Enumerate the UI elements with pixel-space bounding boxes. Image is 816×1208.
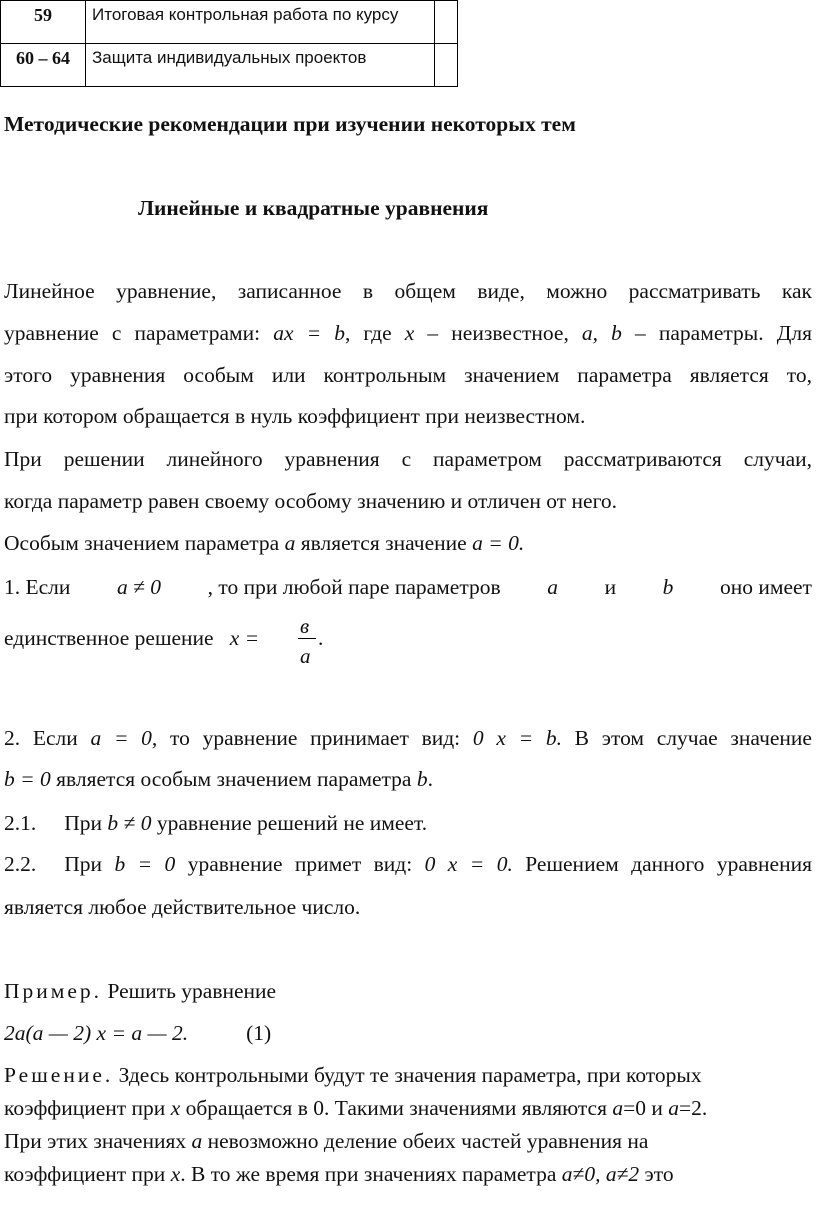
table-row — [1, 44, 458, 87]
lesson-number: 60 – 64 — [1, 44, 86, 87]
equation-number: (1) — [246, 1021, 272, 1045]
lesson-topic: Итоговая контрольная работа по курсу — [86, 1, 435, 44]
example-equation: 2a(a — 2) x = a — 2. (1) — [4, 1021, 272, 1045]
case-2-2-line: является любое действительное число. — [4, 895, 361, 919]
lesson-mark — [435, 1, 458, 44]
case-1-solution: единственное решение x = — [4, 626, 260, 650]
case-2-2-line: 2.2. При b = 0 уравнение примет вид: 0 x = 0. Решением данного уравнения — [4, 852, 812, 876]
fraction-bar — [298, 638, 316, 639]
condition: a ≠ 0 — [117, 575, 162, 599]
case-2-line: 2. Если a = 0, то уравнение принимает вид: 0 x = b. В этом случае значение — [4, 726, 812, 750]
lesson-number: 59 — [1, 1, 86, 44]
lesson-mark — [435, 44, 458, 87]
paragraph-line: при котором обращается в нуль коэффициент при неизвестном. — [4, 404, 586, 428]
solution-line: коэффициент при x. В то же время при значениях параметра a≠0, a≠2 это — [4, 1162, 674, 1186]
paragraph-line: этого уравнения особым или контрольным значением параметра является то, — [4, 363, 812, 387]
equation: ax = b — [273, 321, 345, 345]
paragraph-line: уравнение с параметрами: ax = b, где x – неизвестное, a, b – параметры. Для — [4, 321, 812, 345]
solution-line: коэффициент при x обращается в 0. Такими значениями являются a=0 и a=2. — [4, 1096, 708, 1120]
paragraph-line: когда параметр равен своему особому значению и отличен от него. — [4, 489, 618, 513]
fraction-denominator: a — [300, 644, 311, 668]
paragraph-line: При решении линейного уравнения с параметром рассматриваются случаи, — [4, 447, 812, 471]
paragraph-line: Линейное уравнение, записанное в общем виде, можно рассматривать как — [4, 279, 812, 303]
solution-label: Решение. — [4, 1063, 114, 1087]
period: . — [318, 626, 324, 650]
case-2-1-line: 2.1. При b ≠ 0 уравнение решений не имеет. — [4, 811, 428, 835]
example-line: Пример. Решить уравнение — [4, 979, 277, 1003]
lesson-topic: Защита индивидуальных проектов — [86, 44, 435, 87]
paragraph-line: Особым значением параметра a является значение a = 0. — [4, 531, 525, 555]
section-heading: Методические рекомендации при изучении некоторых тем — [4, 112, 576, 136]
topic-heading: Линейные и квадратные уравнения — [138, 196, 489, 220]
case-1-line: 1. Если a ≠ 0 , то при любой паре параметров a и b оно имеет — [4, 575, 812, 599]
case-2-line: b = 0 является особым значением параметра b. — [4, 767, 433, 791]
table-row — [1, 1, 458, 44]
example-label: Пример. — [4, 979, 103, 1003]
solution-line: Решение. Здесь контрольными будут те значения параметра, при которых — [4, 1063, 702, 1087]
fraction-numerator: в — [300, 614, 310, 638]
plan-table — [0, 0, 458, 87]
solution-line: При этих значениях a невозможно деление обеих частей уравнения на — [4, 1129, 649, 1153]
